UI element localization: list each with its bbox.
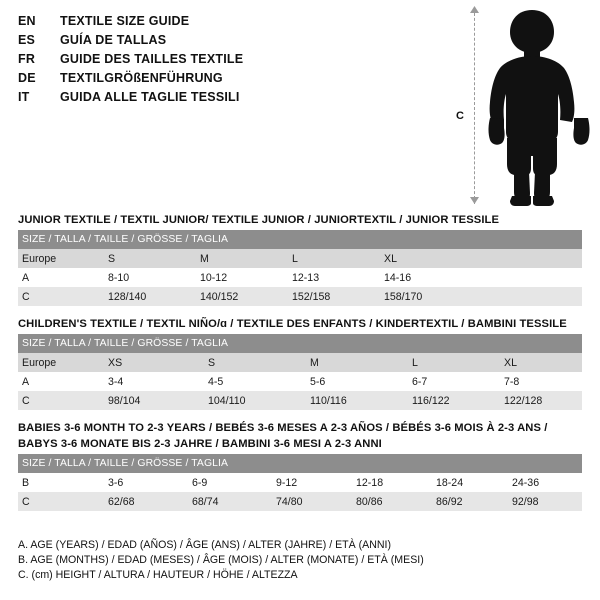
cell: M bbox=[196, 249, 288, 268]
cell: 140/152 bbox=[196, 287, 288, 306]
table-row bbox=[18, 391, 582, 410]
cell: 122/128 bbox=[500, 391, 582, 410]
babies-section-title-line1: BABIES 3-6 MONTH TO 2-3 YEARS / BEBÉS 3-6 MESES A 2-3 AÑOS / BÉBÉS 3-6 MOIS À 2-3 ANS / bbox=[18, 422, 548, 434]
cell: 6-9 bbox=[188, 473, 272, 492]
language-row bbox=[18, 33, 438, 52]
cell: M bbox=[306, 353, 408, 372]
childrens-textile-section bbox=[18, 318, 582, 410]
table-row bbox=[18, 372, 582, 391]
table-subheader-label: SIZE / TALLA / TAILLE / GRÖSSE / TAGLIA bbox=[18, 334, 582, 353]
language-row bbox=[18, 71, 438, 90]
cell: 98/104 bbox=[104, 391, 204, 410]
cell: 128/140 bbox=[104, 287, 196, 306]
cell: XS bbox=[104, 353, 204, 372]
language-row bbox=[18, 52, 438, 71]
cell: 104/110 bbox=[204, 391, 306, 410]
cell-empty bbox=[472, 249, 582, 268]
cell: 152/158 bbox=[288, 287, 380, 306]
legend-line-a: A. AGE (YEARS) / EDAD (AÑOS) / ÂGE (ANS) / ALTER (JAHRE) / ETÀ (ANNI) bbox=[18, 539, 391, 551]
height-measure-label: C bbox=[456, 110, 464, 122]
row-label: A bbox=[18, 372, 104, 391]
measurement-figure bbox=[440, 6, 590, 206]
cell: 24-36 bbox=[508, 473, 582, 492]
cell: 116/122 bbox=[408, 391, 500, 410]
language-title-block bbox=[18, 14, 438, 109]
language-title: TEXTILE SIZE GUIDE bbox=[60, 14, 190, 28]
language-code: DE bbox=[18, 71, 36, 85]
table-subheader-row bbox=[18, 334, 582, 353]
cell: 158/170 bbox=[380, 287, 472, 306]
cell: L bbox=[288, 249, 380, 268]
cell: 4-5 bbox=[204, 372, 306, 391]
cell: 92/98 bbox=[508, 492, 582, 511]
cell: 18-24 bbox=[432, 473, 508, 492]
cell: 110/116 bbox=[306, 391, 408, 410]
table-row bbox=[18, 268, 582, 287]
table-subheader-label: SIZE / TALLA / TAILLE / GRÖSSE / TAGLIA bbox=[18, 230, 582, 249]
cell: 74/80 bbox=[272, 492, 352, 511]
language-title: GUIDE DES TAILLES TEXTILE bbox=[60, 52, 244, 66]
cell: S bbox=[204, 353, 306, 372]
language-title: GUÍA DE TALLAS bbox=[60, 33, 167, 47]
table-row bbox=[18, 353, 582, 372]
junior-size-table bbox=[18, 230, 582, 306]
row-label: Europe bbox=[18, 249, 104, 268]
cell-empty bbox=[472, 287, 582, 306]
language-code: IT bbox=[18, 90, 30, 104]
table-subheader-label: SIZE / TALLA / TAILLE / GRÖSSE / TAGLIA bbox=[18, 454, 582, 473]
childrens-size-table bbox=[18, 334, 582, 410]
row-label: B bbox=[18, 473, 104, 492]
cell: 12-18 bbox=[352, 473, 432, 492]
cell: 12-13 bbox=[288, 268, 380, 287]
cell: XL bbox=[500, 353, 582, 372]
babies-section-title-line2: BABYS 3-6 MONATE BIS 2-3 JAHRE / BAMBINI 3-6 MESI A 2-3 ANNI bbox=[18, 438, 382, 450]
language-row bbox=[18, 14, 438, 33]
cell-empty bbox=[472, 268, 582, 287]
cell: 14-16 bbox=[380, 268, 472, 287]
table-subheader-row bbox=[18, 230, 582, 249]
table-row bbox=[18, 249, 582, 268]
table-row bbox=[18, 287, 582, 306]
language-code: EN bbox=[18, 14, 36, 28]
junior-textile-section bbox=[18, 214, 582, 306]
cell: 10-12 bbox=[196, 268, 288, 287]
cell: 7-8 bbox=[500, 372, 582, 391]
row-label: C bbox=[18, 391, 104, 410]
cell: 80/86 bbox=[352, 492, 432, 511]
cell: XL bbox=[380, 249, 472, 268]
cell: 3-4 bbox=[104, 372, 204, 391]
row-label: A bbox=[18, 268, 104, 287]
cell: 86/92 bbox=[432, 492, 508, 511]
babies-size-table bbox=[18, 454, 582, 511]
language-title: TEXTILGRÖßENFÜHRUNG bbox=[60, 71, 223, 85]
cell: S bbox=[104, 249, 196, 268]
table-row bbox=[18, 492, 582, 511]
legend-line-c: C. (cm) HEIGHT / ALTURA / HAUTEUR / HÖHE / ALTEZZA bbox=[18, 569, 298, 581]
cell: 9-12 bbox=[272, 473, 352, 492]
table-subheader-row bbox=[18, 454, 582, 473]
cell: 3-6 bbox=[104, 473, 188, 492]
row-label: C bbox=[18, 492, 104, 511]
junior-section-title: JUNIOR TEXTILE / TEXTIL JUNIOR/ TEXTILE JUNIOR / JUNIORTEXTIL / JUNIOR TESSILE bbox=[18, 214, 500, 226]
table-row bbox=[18, 473, 582, 492]
row-label: Europe bbox=[18, 353, 104, 372]
language-code: ES bbox=[18, 33, 36, 47]
cell: 5-6 bbox=[306, 372, 408, 391]
cell: 62/68 bbox=[104, 492, 188, 511]
cell: 8-10 bbox=[104, 268, 196, 287]
cell: L bbox=[408, 353, 500, 372]
child-silhouette-icon bbox=[474, 6, 590, 206]
row-label: C bbox=[18, 287, 104, 306]
language-row bbox=[18, 90, 438, 109]
cell: 6-7 bbox=[408, 372, 500, 391]
legend-block bbox=[18, 538, 582, 583]
legend-line-b: B. AGE (MONTHS) / EDAD (MESES) / ÂGE (MOIS) / ALTER (MONATE) / ETÀ (MESI) bbox=[18, 554, 424, 566]
language-code: FR bbox=[18, 52, 36, 66]
childrens-section-title: CHILDREN'S TEXTILE / TEXTIL NIÑO/ɑ / TEXTILE DES ENFANTS / KINDERTEXTIL / BAMBINI TESSILE bbox=[18, 318, 567, 330]
language-title: GUIDA ALLE TAGLIE TESSILI bbox=[60, 90, 240, 104]
babies-textile-section bbox=[18, 422, 582, 511]
cell: 68/74 bbox=[188, 492, 272, 511]
